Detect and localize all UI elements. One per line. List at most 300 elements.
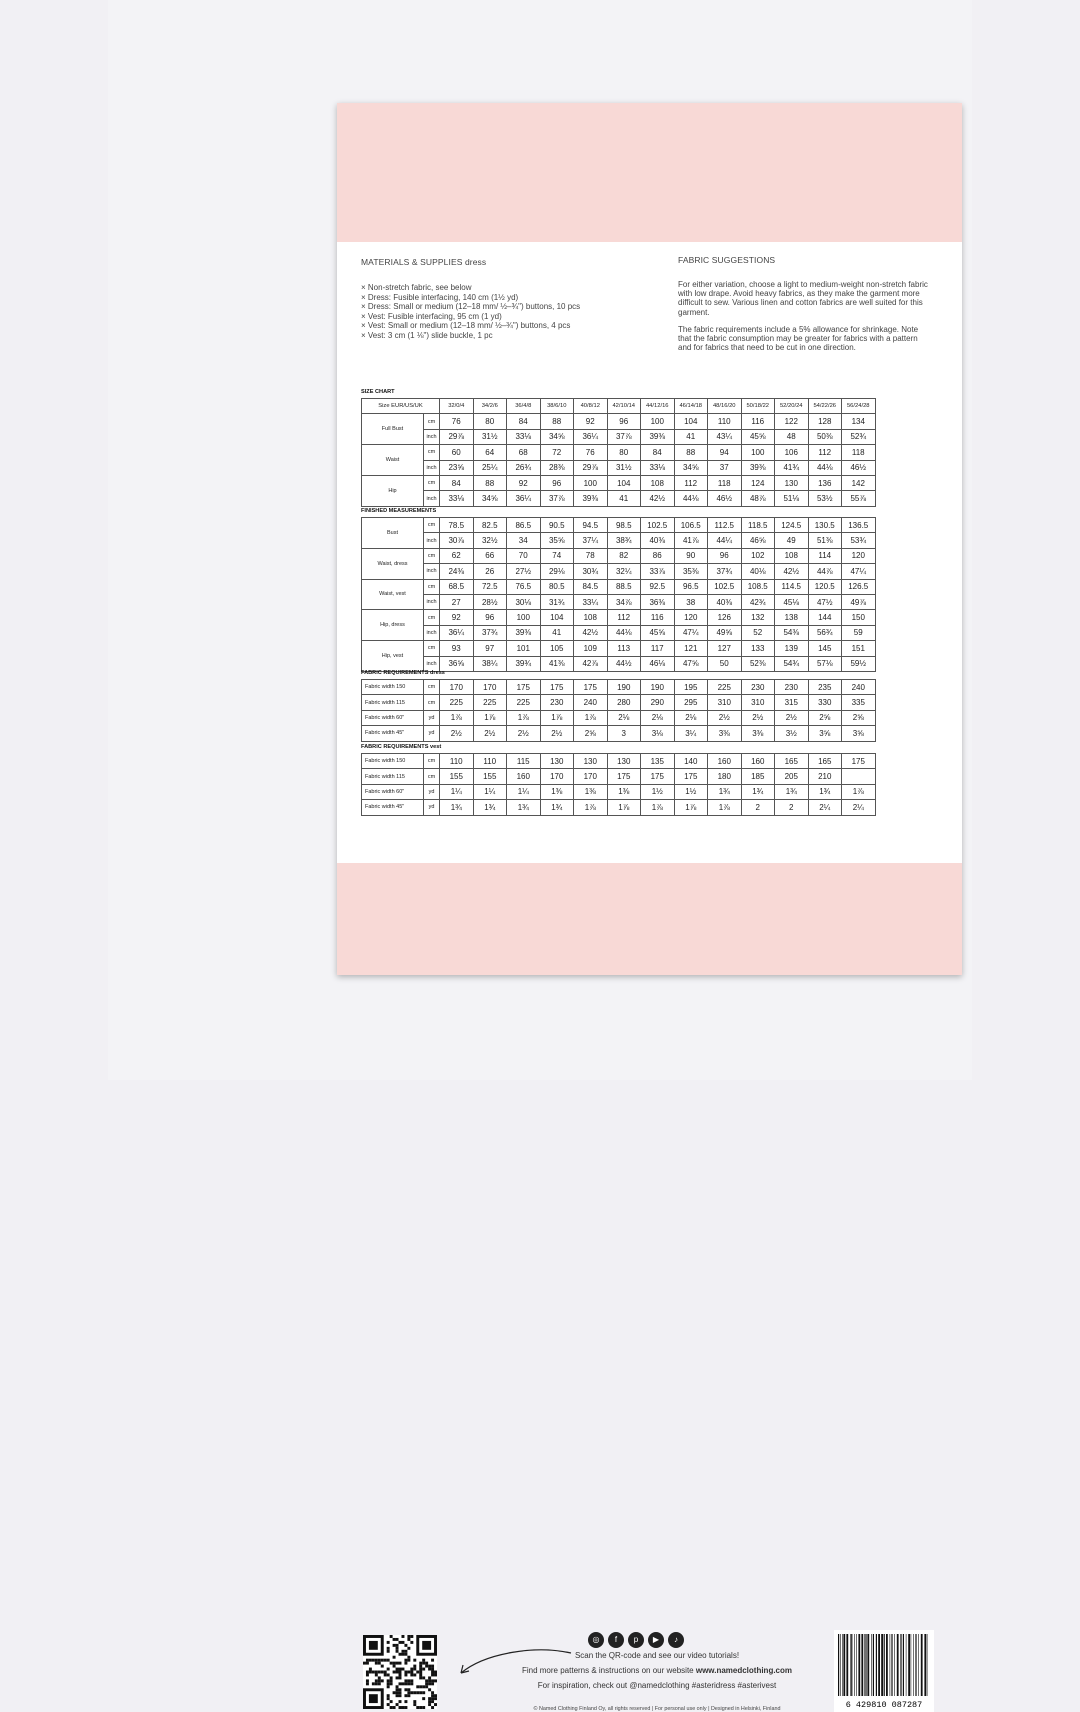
value-cell: 106	[775, 445, 809, 460]
unit-cell: yd	[424, 800, 440, 815]
value-cell: 3½	[775, 726, 809, 741]
value-cell: 25¼	[473, 460, 507, 475]
measurement-label: Hip, vest	[362, 641, 424, 672]
value-cell: 30¾	[574, 564, 608, 579]
value-cell: 126	[708, 610, 742, 625]
value-cell: 100	[507, 610, 541, 625]
table-row	[362, 625, 876, 640]
value-cell: 2¼	[808, 800, 842, 815]
value-cell: 225	[708, 680, 742, 695]
size-column-header: 48/16/20	[708, 399, 742, 414]
value-cell: 66	[473, 548, 507, 563]
value-cell: 100	[741, 445, 775, 460]
size-header-label: Size EUR/US/UK	[362, 399, 440, 414]
table-row	[362, 800, 876, 815]
value-cell: 114.5	[775, 579, 809, 594]
value-cell: 76	[440, 414, 474, 429]
value-cell: 108.5	[741, 579, 775, 594]
value-cell: 34⅝	[473, 491, 507, 506]
value-cell: 160	[507, 769, 541, 784]
value-cell: 2½	[507, 726, 541, 741]
instagram-icon[interactable]: ◎	[588, 1632, 604, 1648]
table-row	[362, 399, 876, 414]
value-cell: 40⅜	[641, 533, 675, 548]
value-cell: 155	[440, 769, 474, 784]
value-cell: 41¾	[775, 460, 809, 475]
copyright-text: © Named Clothing Finland Oy, all rights reserved | For personal use only | Designed in Helsinki, Finland	[533, 1706, 781, 1712]
unit-cell: yd	[424, 784, 440, 799]
value-cell: 105	[540, 641, 574, 656]
value-cell: 41⅜	[540, 656, 574, 671]
value-cell: 35⅝	[540, 533, 574, 548]
value-cell: 40⅜	[708, 594, 742, 609]
value-cell: 97	[473, 641, 507, 656]
value-cell: 155	[473, 769, 507, 784]
fabric-width-label: Fabric width 115	[362, 769, 424, 784]
value-cell: 60	[440, 445, 474, 460]
value-cell: 151	[842, 641, 876, 656]
value-cell: 47½	[808, 594, 842, 609]
value-cell: 38¾	[607, 533, 641, 548]
value-cell: 90	[674, 548, 708, 563]
value-cell: 136.5	[842, 518, 876, 533]
value-cell: 290	[641, 695, 675, 710]
value-cell: 170	[473, 680, 507, 695]
size-column-header: 36/4/8	[507, 399, 541, 414]
unit-cell: inch	[424, 594, 440, 609]
measurement-label: Full Bust	[362, 414, 424, 445]
unit-cell: cm	[424, 518, 440, 533]
unit-cell: cm	[424, 610, 440, 625]
value-cell: 96	[473, 610, 507, 625]
materials-title: MATERIALS & SUPPLIES dress	[361, 257, 487, 267]
value-cell: 33⅛	[641, 460, 675, 475]
fabric-paragraph-1: For either variation, choose a light to medium-weight non-stretch fabric with low drape. Avoid heavy fabrics, as they make the garment more difficult to sew. Various linen and cotton fabrics are well suited for this garment.	[678, 280, 928, 317]
table-row	[362, 460, 876, 475]
value-cell: 37⅞	[607, 429, 641, 444]
value-cell: 120	[842, 548, 876, 563]
value-cell: 100	[574, 475, 608, 490]
size-column-header: 52/20/24	[775, 399, 809, 414]
value-cell: 54¾	[775, 656, 809, 671]
value-cell: 138	[775, 610, 809, 625]
value-cell: 33⅛	[440, 491, 474, 506]
value-cell: 1⅞	[674, 800, 708, 815]
table-row	[362, 429, 876, 444]
value-cell: 1⅞	[507, 710, 541, 725]
value-cell: 64	[473, 445, 507, 460]
materials-item: × Non-stretch fabric, see below	[361, 283, 580, 293]
value-cell: 114	[808, 548, 842, 563]
value-cell: 2½	[440, 726, 474, 741]
value-cell: 51⅛	[775, 491, 809, 506]
value-cell: 2½	[708, 710, 742, 725]
value-cell: 1¾	[473, 800, 507, 815]
fabric-width-label: Fabric width 115	[362, 695, 424, 710]
value-cell: 2½	[540, 726, 574, 741]
finished-measurements-title: FINISHED MEASUREMENTS	[361, 508, 437, 514]
value-cell: 130.5	[808, 518, 842, 533]
value-cell: 39⅜	[641, 429, 675, 444]
value-cell: 1⅞	[440, 710, 474, 725]
value-cell: 1⅞	[842, 784, 876, 799]
value-cell: 84	[507, 414, 541, 429]
value-cell: 240	[842, 680, 876, 695]
value-cell: 50⅜	[808, 429, 842, 444]
value-cell: 225	[507, 695, 541, 710]
value-cell: 39⅜	[741, 460, 775, 475]
unit-cell: inch	[424, 625, 440, 640]
value-cell: 235	[808, 680, 842, 695]
unit-cell: cm	[424, 445, 440, 460]
unit-cell: cm	[424, 548, 440, 563]
value-cell: 37	[708, 460, 742, 475]
value-cell: 37¼	[574, 533, 608, 548]
unit-cell: inch	[424, 533, 440, 548]
value-cell: 116	[641, 610, 675, 625]
value-cell: 28⅜	[540, 460, 574, 475]
value-cell: 315	[775, 695, 809, 710]
unit-cell: cm	[424, 475, 440, 490]
unit-cell: inch	[424, 564, 440, 579]
value-cell: 128	[808, 414, 842, 429]
value-cell: 112	[674, 475, 708, 490]
value-cell: 45⅛	[775, 594, 809, 609]
value-cell: 210	[808, 769, 842, 784]
value-cell: 92	[440, 610, 474, 625]
value-cell: 170	[540, 769, 574, 784]
value-cell: 120.5	[808, 579, 842, 594]
measurement-label: Bust	[362, 518, 424, 549]
value-cell: 54⅜	[775, 625, 809, 640]
value-cell: 46½	[842, 460, 876, 475]
value-cell: 88	[540, 414, 574, 429]
value-cell: 185	[741, 769, 775, 784]
value-cell: 93	[440, 641, 474, 656]
value-cell: 108	[775, 548, 809, 563]
value-cell: 1½	[641, 784, 675, 799]
table-row	[362, 695, 876, 710]
value-cell: 2⅛	[607, 710, 641, 725]
value-cell: 175	[507, 680, 541, 695]
value-cell: 46⅛	[641, 656, 675, 671]
value-cell: 84	[440, 475, 474, 490]
value-cell: 124	[741, 475, 775, 490]
table-row	[362, 754, 876, 769]
value-cell: 34⅝	[674, 460, 708, 475]
value-cell: 39⅜	[574, 491, 608, 506]
value-cell: 3⅝	[842, 726, 876, 741]
value-cell: 49	[775, 533, 809, 548]
table-row	[362, 533, 876, 548]
value-cell: 1⅞	[708, 800, 742, 815]
value-cell: 3⅝	[808, 726, 842, 741]
value-cell: 1¾	[440, 800, 474, 815]
value-cell: 47¼	[674, 625, 708, 640]
value-cell: 41⅞	[674, 533, 708, 548]
value-cell: 44⅛	[607, 625, 641, 640]
value-cell: 170	[574, 769, 608, 784]
value-cell: 124.5	[775, 518, 809, 533]
value-cell: 47⅝	[674, 656, 708, 671]
materials-item: × Vest: Fusible interfacing, 95 cm (1 yd)	[361, 312, 580, 322]
value-cell: 34⅝	[540, 429, 574, 444]
table-row	[362, 710, 876, 725]
table-row	[362, 445, 876, 460]
value-cell	[842, 769, 876, 784]
value-cell: 70	[507, 548, 541, 563]
value-cell: 24⅜	[440, 564, 474, 579]
value-cell: 190	[641, 680, 675, 695]
value-cell: 175	[842, 754, 876, 769]
value-cell: 45⅝	[741, 429, 775, 444]
value-cell: 2⅝	[842, 710, 876, 725]
pinterest-icon[interactable]: p	[628, 1632, 644, 1648]
value-cell: 92	[507, 475, 541, 490]
value-cell: 112	[607, 610, 641, 625]
value-cell: 1¾	[775, 784, 809, 799]
value-cell: 3⅜	[741, 726, 775, 741]
value-cell: 112.5	[708, 518, 742, 533]
value-cell: 110	[473, 754, 507, 769]
value-cell: 1⅞	[607, 800, 641, 815]
value-cell: 113	[607, 641, 641, 656]
table-row	[362, 414, 876, 429]
value-cell: 112	[808, 445, 842, 460]
value-cell: 2⅛	[641, 710, 675, 725]
value-cell: 175	[674, 769, 708, 784]
value-cell: 36⅝	[440, 656, 474, 671]
value-cell: 52⅜	[741, 656, 775, 671]
materials-item: × Vest: 3 cm (1 ⅛") slide buckle, 1 pc	[361, 331, 580, 341]
value-cell: 53½	[808, 491, 842, 506]
value-cell: 117	[641, 641, 675, 656]
value-cell: 132	[741, 610, 775, 625]
value-cell: 101	[507, 641, 541, 656]
fabric-width-label: Fabric width 45"	[362, 800, 424, 815]
value-cell: 27	[440, 594, 474, 609]
fabric-width-label: Fabric width 150	[362, 680, 424, 695]
footer-band	[337, 863, 962, 1712]
value-cell: 136	[808, 475, 842, 490]
value-cell: 44½	[607, 656, 641, 671]
size-column-header: 32/0/4	[440, 399, 474, 414]
value-cell: 1⅞	[473, 710, 507, 725]
value-cell: 142	[842, 475, 876, 490]
youtube-icon[interactable]: ▶	[648, 1632, 664, 1648]
value-cell: 1⅜	[574, 784, 608, 799]
value-cell: 2⅝	[808, 710, 842, 725]
value-cell: 108	[641, 475, 675, 490]
value-cell: 96	[708, 548, 742, 563]
value-cell: 38¼	[473, 656, 507, 671]
fabric-width-label: Fabric width 150	[362, 754, 424, 769]
value-cell: 53¾	[842, 533, 876, 548]
value-cell: 118	[708, 475, 742, 490]
fabric-requirements-dress-title: FABRIC REQUIREMENTS dress	[361, 670, 445, 676]
value-cell: 1⅜	[540, 784, 574, 799]
measurement-label: Hip	[362, 475, 424, 506]
value-cell: 1⅜	[607, 784, 641, 799]
value-cell: 140	[674, 754, 708, 769]
website-link[interactable]: www.namedclothing.com	[695, 1666, 792, 1675]
value-cell: 36⅜	[641, 594, 675, 609]
value-cell: 126.5	[842, 579, 876, 594]
value-cell: 46½	[708, 491, 742, 506]
value-cell: 45⅝	[641, 625, 675, 640]
value-cell: 94	[708, 445, 742, 460]
value-cell: 1¾	[507, 800, 541, 815]
measurement-label: Waist, vest	[362, 579, 424, 610]
value-cell: 195	[674, 680, 708, 695]
unit-cell: inch	[424, 429, 440, 444]
value-cell: 160	[741, 754, 775, 769]
value-cell: 31¾	[540, 594, 574, 609]
value-cell: 29⅛	[540, 564, 574, 579]
fabric-requirements-vest-title: FABRIC REQUIREMENTS vest	[361, 744, 442, 750]
value-cell: 80.5	[540, 579, 574, 594]
value-cell: 32¼	[607, 564, 641, 579]
value-cell: 92	[574, 414, 608, 429]
value-cell: 310	[708, 695, 742, 710]
value-cell: 31½	[607, 460, 641, 475]
finished-measurements-table	[361, 517, 876, 672]
promo-line-2-text: Find more patterns & instructions on our website	[521, 1666, 696, 1675]
value-cell: 96.5	[674, 579, 708, 594]
value-cell: 108	[574, 610, 608, 625]
size-column-header: 50/18/22	[741, 399, 775, 414]
materials-item: × Dress: Fusible interfacing, 140 cm (1½ yd)	[361, 293, 580, 303]
value-cell: 42½	[641, 491, 675, 506]
size-chart-title: SIZE CHART	[361, 389, 395, 395]
value-cell: 110	[440, 754, 474, 769]
value-cell: 190	[607, 680, 641, 695]
tiktok-icon[interactable]: ♪	[668, 1632, 684, 1648]
value-cell: 39⅜	[507, 625, 541, 640]
value-cell: 78	[574, 548, 608, 563]
promo-line-3: For inspiration, check out @namedclothing #asteridress #asterivest	[537, 1681, 777, 1690]
value-cell: 3¼	[674, 726, 708, 741]
unit-cell: cm	[424, 754, 440, 769]
value-cell: 205	[775, 769, 809, 784]
value-cell: 86.5	[507, 518, 541, 533]
value-cell: 37⅞	[540, 491, 574, 506]
value-cell: 1¼	[507, 784, 541, 799]
table-row	[362, 491, 876, 506]
value-cell: 145	[808, 641, 842, 656]
value-cell: 33⅛	[507, 429, 541, 444]
value-cell: 49⅞	[842, 594, 876, 609]
value-cell: 50	[708, 656, 742, 671]
size-column-header: 34/2/6	[473, 399, 507, 414]
value-cell: 310	[741, 695, 775, 710]
value-cell: 36¼	[574, 429, 608, 444]
header-band	[337, 103, 962, 242]
value-cell: 42½	[574, 625, 608, 640]
value-cell: 36¼	[507, 491, 541, 506]
value-cell: 139	[775, 641, 809, 656]
value-cell: 280	[607, 695, 641, 710]
size-column-header: 54/22/26	[808, 399, 842, 414]
value-cell: 76	[574, 445, 608, 460]
value-cell: 31½	[473, 429, 507, 444]
value-cell: 88	[674, 445, 708, 460]
fabric-paragraph-2: The fabric requirements include a 5% allowance for shrinkage. Note that the fabric consumption may be greater for fabrics with a pattern and for fabrics that need to be cut in one direction.	[678, 324, 919, 353]
value-cell: 23⅝	[440, 460, 474, 475]
value-cell: 150	[842, 610, 876, 625]
value-cell: 28½	[473, 594, 507, 609]
value-cell: 2½	[741, 710, 775, 725]
value-cell: 72	[540, 445, 574, 460]
barcode	[834, 1630, 934, 1712]
value-cell: 57⅛	[808, 656, 842, 671]
qr-code[interactable]	[363, 1635, 437, 1709]
value-cell: 122	[775, 414, 809, 429]
value-cell: 118	[842, 445, 876, 460]
table-row	[362, 610, 876, 625]
value-cell: 27½	[507, 564, 541, 579]
value-cell: 43¼	[708, 429, 742, 444]
value-cell: 2	[741, 800, 775, 815]
fabric-width-label: Fabric width 60"	[362, 710, 424, 725]
value-cell: 30⅛	[507, 594, 541, 609]
value-cell: 165	[808, 754, 842, 769]
value-cell: 44⅛	[674, 491, 708, 506]
facebook-icon[interactable]: f	[608, 1632, 624, 1648]
value-cell: 116	[741, 414, 775, 429]
value-cell: 130	[540, 754, 574, 769]
value-cell: 84	[641, 445, 675, 460]
value-cell: 2¼	[842, 800, 876, 815]
value-cell: 295	[674, 695, 708, 710]
value-cell: 68	[507, 445, 541, 460]
size-column-header: 44/12/16	[641, 399, 675, 414]
value-cell: 39¾	[507, 656, 541, 671]
value-cell: 2½	[473, 726, 507, 741]
table-row	[362, 548, 876, 563]
fabric-width-label: Fabric width 60"	[362, 784, 424, 799]
value-cell: 51⅜	[808, 533, 842, 548]
value-cell: 44⅛	[808, 460, 842, 475]
value-cell: 80	[607, 445, 641, 460]
value-cell: 230	[540, 695, 574, 710]
value-cell: 109	[574, 641, 608, 656]
value-cell: 44⅞	[808, 564, 842, 579]
value-cell: 2⅝	[574, 726, 608, 741]
value-cell: 52¾	[842, 429, 876, 444]
unit-cell: inch	[424, 656, 440, 671]
pattern-back-sheet	[337, 103, 962, 1712]
value-cell: 41	[674, 429, 708, 444]
value-cell: 96	[607, 414, 641, 429]
value-cell: 90.5	[540, 518, 574, 533]
value-cell: 41	[607, 491, 641, 506]
value-cell: 62	[440, 548, 474, 563]
value-cell: 33⅞	[641, 564, 675, 579]
value-cell: 80	[473, 414, 507, 429]
table-row	[362, 594, 876, 609]
value-cell: 1¾	[808, 784, 842, 799]
measurement-label: Hip, dress	[362, 610, 424, 641]
value-cell: 42⅞	[574, 656, 608, 671]
value-cell: 34⅞	[607, 594, 641, 609]
table-row	[362, 475, 876, 490]
value-cell: 335	[842, 695, 876, 710]
value-cell: 160	[708, 754, 742, 769]
value-cell: 104	[540, 610, 574, 625]
value-cell: 47¼	[842, 564, 876, 579]
measurement-label: Waist	[362, 445, 424, 476]
